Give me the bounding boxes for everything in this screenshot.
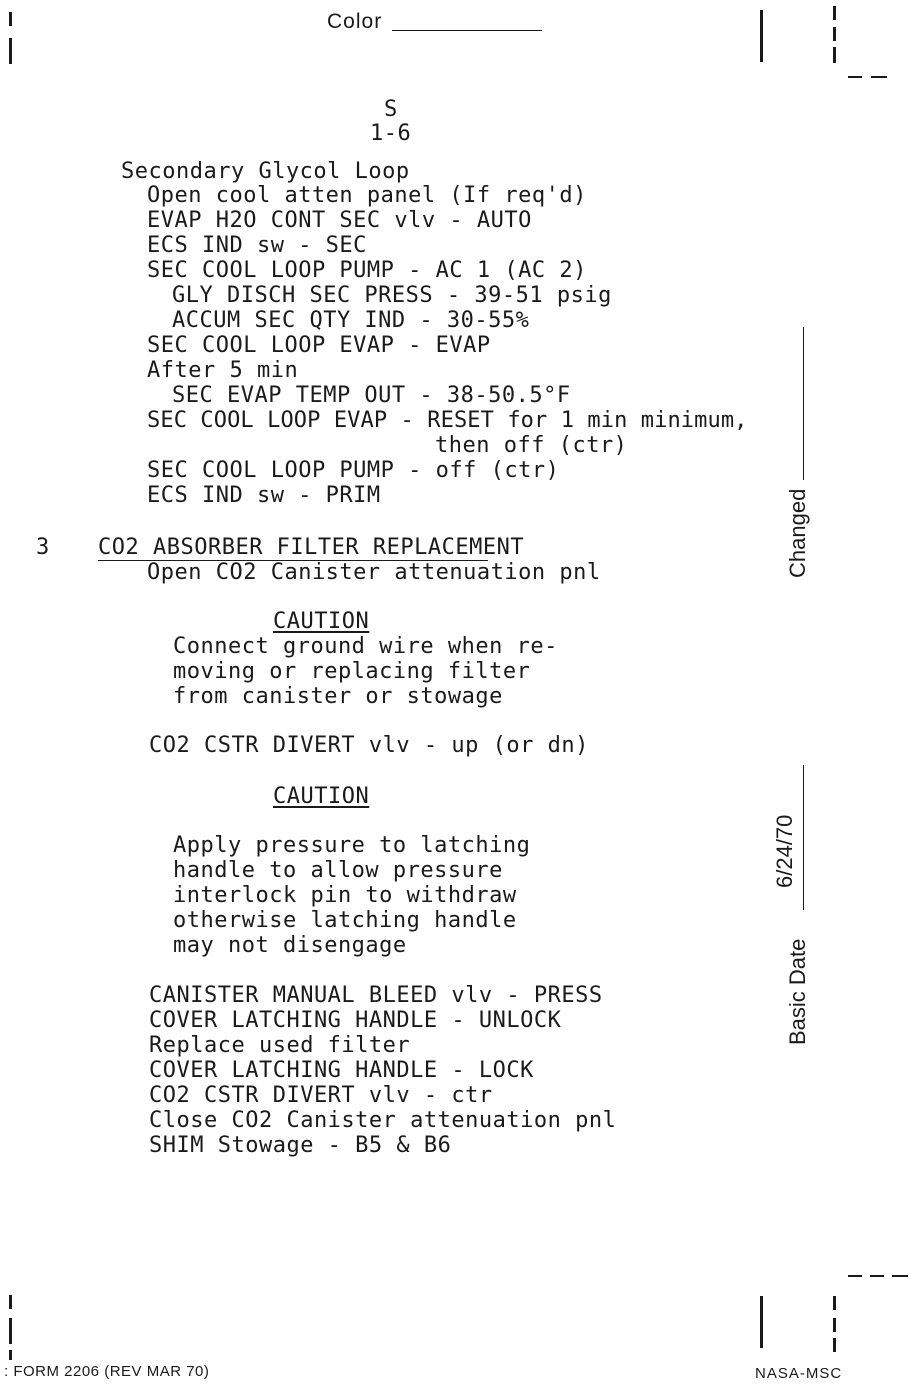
- procedure-line: CO2 CSTR DIVERT vlv - ctr: [149, 1083, 493, 1108]
- procedure-line: SEC COOL LOOP EVAP - RESET for 1 min minimum,: [147, 408, 748, 433]
- step-number: 3: [36, 535, 50, 560]
- procedure-line: SEC COOL LOOP PUMP - off (ctr): [147, 458, 560, 483]
- binding-mark: [848, 76, 862, 78]
- binding-mark: [9, 1318, 12, 1344]
- procedure-line: CO2 CSTR DIVERT vlv - up (or dn): [149, 733, 589, 758]
- caution-line: otherwise latching handle: [173, 908, 517, 933]
- binding-mark: [833, 27, 836, 41]
- procedure-line: EVAP H2O CONT SEC vlv - AUTO: [147, 208, 532, 233]
- procedure-line: SHIM Stowage - B5 & B6: [149, 1133, 452, 1158]
- basic-date-value: 6/24/70: [772, 814, 797, 888]
- org-label: NASA-MSC: [755, 1365, 843, 1382]
- binding-mark: [9, 1295, 12, 1309]
- caution-heading: CAUTION: [273, 609, 370, 634]
- caution-heading: CAUTION: [273, 784, 370, 809]
- binding-mark: [833, 1338, 836, 1352]
- procedure-line: SEC COOL LOOP EVAP - EVAP: [147, 333, 491, 358]
- procedure-line: ECS IND sw - PRIM: [147, 483, 381, 508]
- procedure-line: SEC EVAP TEMP OUT - 38-50.5°F: [172, 383, 571, 408]
- procedure-line: Replace used filter: [149, 1033, 411, 1058]
- binding-mark: [848, 1275, 862, 1277]
- changed-label: Changed: [785, 488, 810, 578]
- procedure-line: ACCUM SEC QTY IND - 30-55%: [172, 308, 530, 333]
- procedure-line: Open cool atten panel (If req'd): [147, 183, 587, 208]
- caution-line: Connect ground wire when re-: [173, 634, 558, 659]
- binding-mark: [870, 1275, 884, 1277]
- procedure-line: GLY DISCH SEC PRESS - 39-51 psig: [172, 283, 612, 308]
- binding-mark: [833, 6, 836, 20]
- procedure-line: Open CO2 Canister attenuation pnl: [147, 560, 601, 585]
- procedure-line: CANISTER MANUAL BLEED vlv - PRESS: [149, 983, 603, 1008]
- basic-date-label: Basic Date: [785, 938, 810, 1045]
- procedure-line: COVER LATCHING HANDLE - UNLOCK: [149, 1008, 562, 1033]
- binding-mark: [833, 1318, 836, 1332]
- binding-mark: [892, 1275, 908, 1277]
- section-title: CO2 ABSORBER FILTER REPLACEMENT: [98, 535, 525, 560]
- page-number: 1-6: [370, 121, 412, 146]
- changed-line: [803, 327, 804, 480]
- binding-mark: [9, 1350, 12, 1360]
- section-title: Secondary Glycol Loop: [121, 159, 410, 184]
- procedure-line: ECS IND sw - SEC: [147, 233, 367, 258]
- binding-mark: [760, 10, 763, 62]
- caution-line: Apply pressure to latching: [173, 833, 531, 858]
- binding-mark: [833, 47, 836, 63]
- color-blank-line: [392, 30, 542, 31]
- caution-line: from canister or stowage: [173, 684, 503, 709]
- basic-date-line: [803, 765, 804, 910]
- binding-mark: [760, 1296, 763, 1348]
- procedure-line: SEC COOL LOOP PUMP - AC 1 (AC 2): [147, 258, 587, 283]
- procedure-line: Close CO2 Canister attenuation pnl: [149, 1108, 617, 1133]
- procedure-line: COVER LATCHING HANDLE - LOCK: [149, 1058, 534, 1083]
- procedure-line: then off (ctr): [435, 433, 628, 458]
- caution-line: handle to allow pressure: [173, 858, 503, 883]
- section-letter: S: [384, 97, 398, 122]
- caution-line: interlock pin to withdraw: [173, 883, 517, 908]
- form-label: : FORM 2206 (REV MAR 70): [4, 1363, 210, 1380]
- caution-line: may not disengage: [173, 933, 407, 958]
- binding-mark: [871, 76, 887, 78]
- color-label: Color: [327, 10, 383, 33]
- binding-mark: [9, 12, 12, 26]
- binding-mark: [9, 38, 12, 64]
- caution-line: moving or replacing filter: [173, 659, 531, 684]
- binding-mark: [833, 1296, 836, 1310]
- procedure-line: After 5 min: [147, 358, 299, 383]
